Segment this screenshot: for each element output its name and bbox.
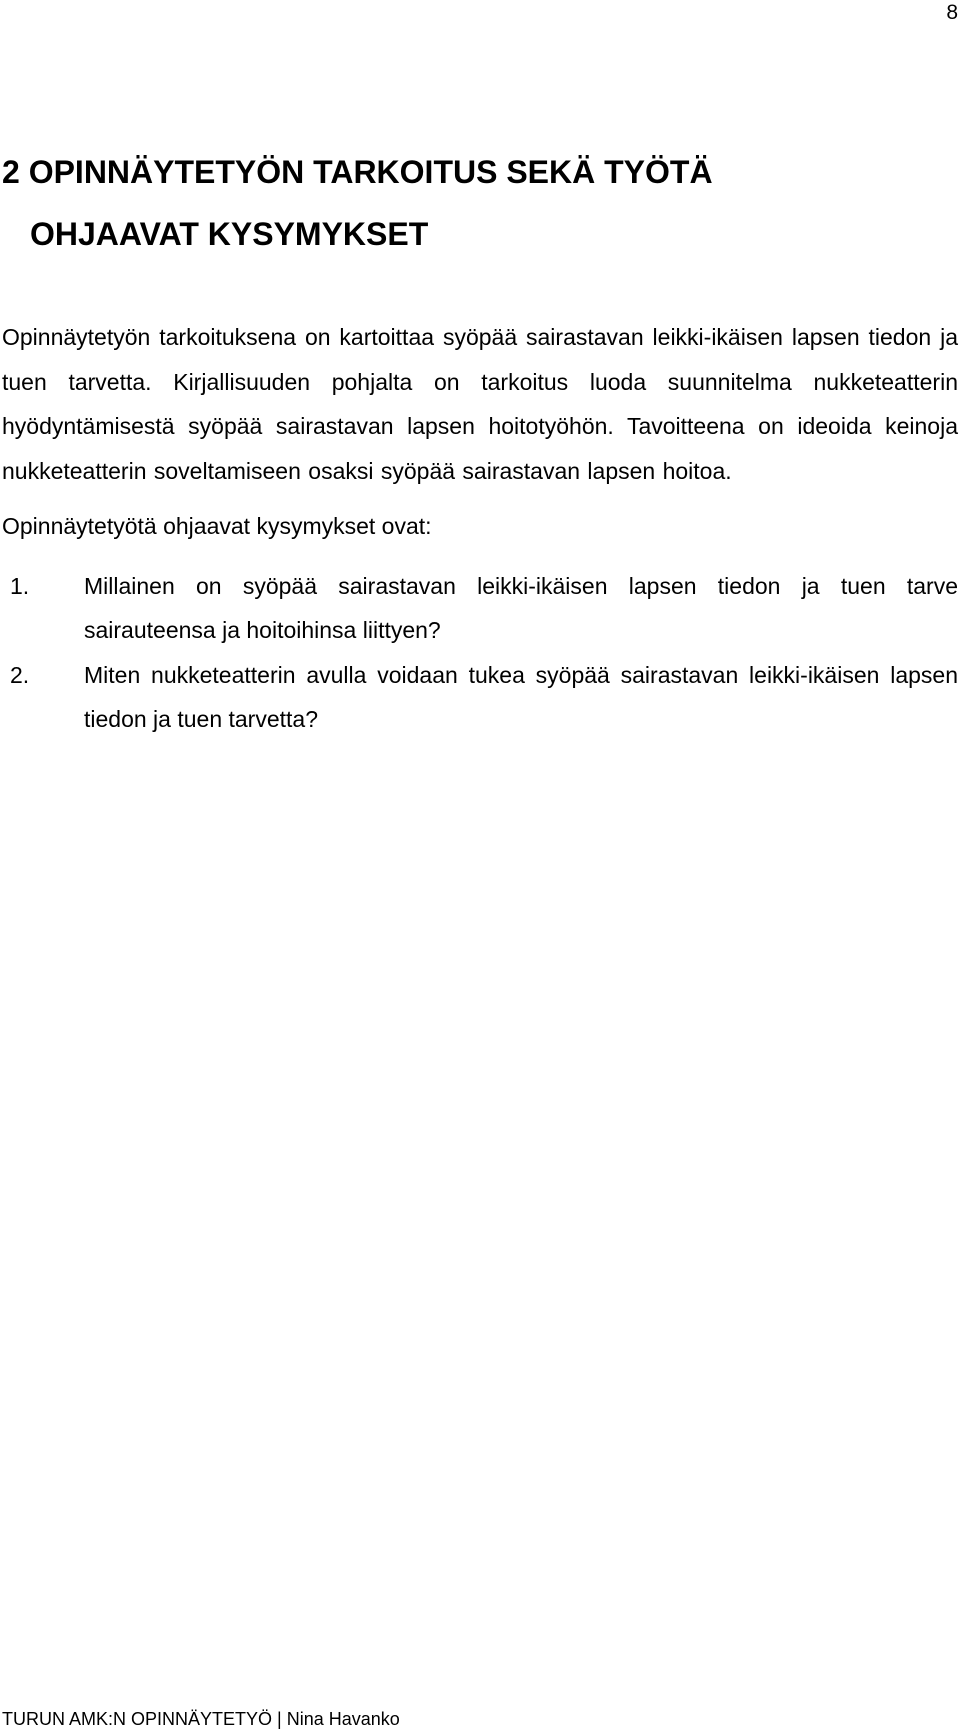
question-text: Millainen on syöpää sairastavan leikki-ikäisen lapsen tiedon ja tuen tarve sairauteensa ja hoitoihinsa liittyen? [84, 572, 958, 643]
research-question-1 [2, 564, 958, 653]
question-number: 2. [10, 661, 30, 688]
purpose-paragraph: Opinnäytetyön tarkoituksena on kartoittaa syöpää sairastavan leikki-ikäisen lapsen tiedon ja tuen tarvetta. Kirjallisuuden pohjalta on tarkoitus luoda suunnitelma nukketeatterin hyödyntämisestä syöpää sairastavan lapsen hoitotyöhön. Tavoitteena on ideoida keinoja nukketeatterin soveltamiseen osaksi syöpää sairastavan lapsen hoitoa. [2, 324, 958, 484]
questions-intro: Opinnäytetyötä ohjaavat kysymykset ovat: [2, 513, 432, 539]
research-questions-list [2, 564, 958, 742]
chapter-heading [2, 141, 713, 265]
page-footer: TURUN AMK:N OPINNÄYTETYÖ | Nina Havanko [2, 1709, 400, 1729]
question-number: 1. [10, 572, 30, 599]
chapter-heading-line2: OHJAAVAT KYSYMYKSET [30, 216, 429, 252]
page-number: 8 [946, 1, 958, 24]
chapter-heading-line1: 2 OPINNÄYTETYÖN TARKOITUS SEKÄ TYÖTÄ [2, 154, 713, 190]
research-question-2 [2, 653, 958, 742]
question-text: Miten nukketeatterin avulla voidaan tukea syöpää sairastavan leikki-ikäisen lapsen tiedon ja tuen tarvetta? [84, 661, 958, 732]
chapter-body [2, 315, 958, 742]
